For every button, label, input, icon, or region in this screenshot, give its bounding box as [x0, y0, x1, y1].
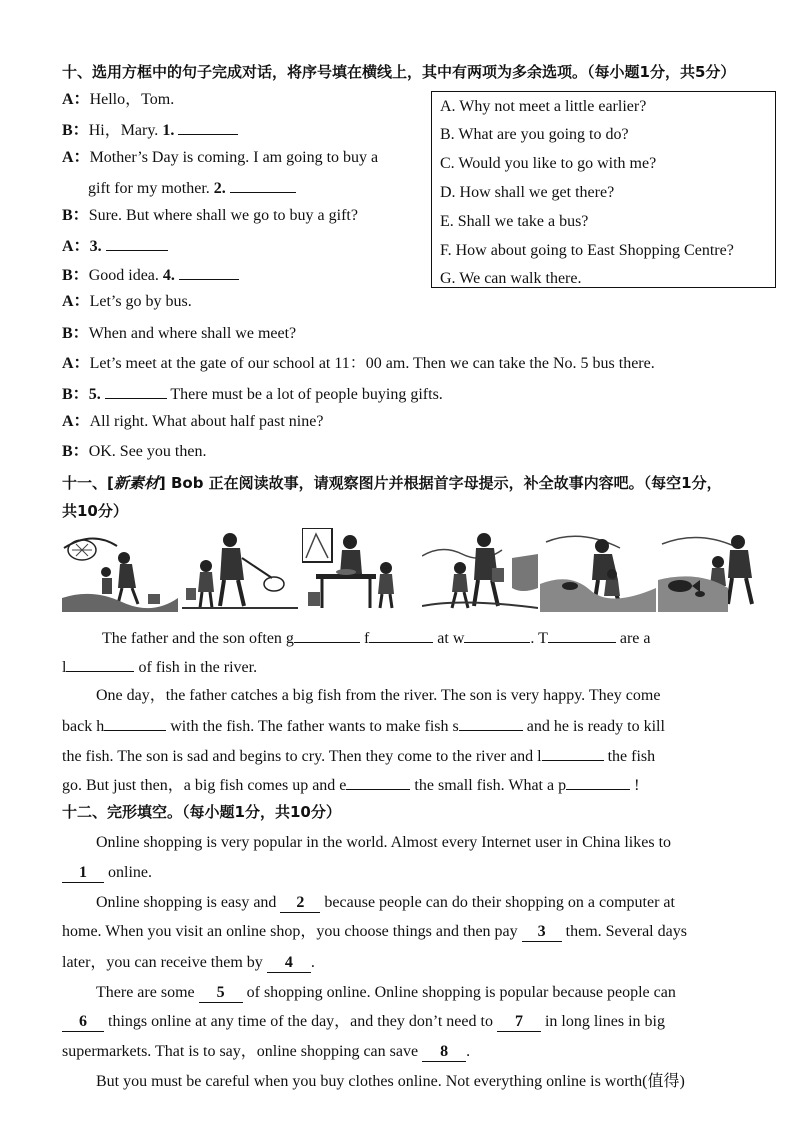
dialogue-line-12: A：All right. What about half past nine? — [62, 413, 324, 430]
story-line-5: the fish. The son is sad and begins to cry. Then they come to the river and l the fish — [62, 744, 655, 768]
option-a: A. Why not meet a little earlier? — [440, 98, 647, 115]
picture-4-going-to-river — [422, 528, 538, 612]
option-g: G. We can walk there. — [440, 270, 582, 287]
dialogue-line-9: B：When and where shall we meet? — [62, 325, 297, 342]
story-blank-g[interactable] — [294, 626, 360, 643]
story-blank-w[interactable] — [464, 626, 530, 643]
story-blank-l[interactable] — [66, 655, 134, 672]
cloze-p1-line1: Online shopping is very popular in the world. Almost every Internet user in China likes to — [96, 834, 672, 851]
answer-blank-5[interactable] — [105, 382, 167, 399]
story-blank-p[interactable] — [566, 773, 630, 790]
cloze-blank-1[interactable]: 1 — [62, 864, 104, 883]
picture-6-big-fish — [658, 528, 774, 612]
picture-2-walking-home — [182, 528, 298, 612]
story-blank-h[interactable] — [104, 714, 166, 731]
option-e: E. Shall we take a bus? — [440, 213, 589, 230]
answer-blank-3[interactable] — [106, 234, 168, 251]
story-line-3: One day，the father catches a big fish from the river. The son is very happy. They come — [96, 687, 661, 704]
dialogue-line-8: A：Let’s go by bus. — [62, 293, 192, 310]
story-blank-e[interactable] — [346, 773, 410, 790]
cloze-p1-line2: 1 online. — [62, 862, 152, 884]
cloze-blank-3[interactable]: 3 — [522, 923, 562, 942]
story-blank-t[interactable] — [548, 626, 616, 643]
picture-5-letting-fish-go — [540, 528, 656, 612]
cloze-blank-2[interactable]: 2 — [280, 894, 320, 913]
cloze-p2-line3: later，you can receive them by 4 . — [62, 954, 315, 971]
cloze-blank-5[interactable]: 5 — [199, 984, 243, 1003]
dialogue-line-1: A：Hello，Tom. — [62, 91, 175, 108]
cloze-p3-line1: There are some 5 of shopping online. Online shopping is popular because people can — [96, 984, 676, 1001]
dialogue-line-7: B：Good idea. 4. — [62, 263, 239, 287]
answer-blank-1[interactable] — [178, 118, 238, 135]
option-f: F. How about going to East Shopping Centre? — [440, 242, 734, 259]
section-12-heading: 十二、完形填空。（每小题1分，共10分） — [62, 803, 341, 821]
story-blank-l2[interactable] — [542, 744, 604, 761]
story-blank-s[interactable] — [459, 714, 523, 731]
story-line-2: l of fish in the river. — [62, 655, 257, 679]
story-line-1: The father and the son often g f at w . T are a — [102, 626, 782, 650]
new-material-tag: 新素材 — [113, 474, 159, 492]
dialogue-line-2: B：Hi，Mary. 1. — [62, 118, 238, 142]
picture-3-kitchen — [302, 528, 418, 612]
answer-blank-2[interactable] — [230, 176, 296, 193]
option-d: D. How shall we get there? — [440, 184, 615, 201]
dialogue-line-6: A：3. — [62, 234, 168, 258]
section-11-heading: 十一、[新素材] Bob 正在阅读故事，请观察图片并根据首字母提示，补全故事内容吧。（每空1分， — [62, 474, 722, 492]
cloze-blank-6[interactable]: 6 — [62, 1013, 104, 1032]
option-b: B. What are you going to do? — [440, 126, 629, 143]
cloze-p2-line2: home. When you visit an online shop，you choose things and then pay 3 them. Several days — [62, 923, 687, 940]
cloze-blank-7[interactable]: 7 — [497, 1013, 541, 1032]
story-line-4: back h with the fish. The father wants to make fish s and he is ready to kill — [62, 714, 665, 738]
cloze-blank-8[interactable]: 8 — [422, 1043, 466, 1062]
cloze-blank-4[interactable]: 4 — [267, 954, 311, 973]
section-10-heading: 十、选用方框中的句子完成对话，将序号填在横线上，其中有两项为多余选项。（每小题1分，共5分） — [62, 63, 736, 81]
options-box — [431, 91, 776, 288]
option-c: C. Would you like to go with me? — [440, 155, 657, 172]
dialogue-line-13: B：OK. See you then. — [62, 443, 207, 460]
story-blank-f[interactable] — [369, 626, 433, 643]
cloze-p4-line1: But you must be careful when you buy clothes online. Not everything online is worth(值得) — [96, 1073, 685, 1090]
cloze-p3-line2: 6 things online at any time of the day，and they don’t need to 7 in long lines in big — [62, 1011, 665, 1033]
story-pictures — [62, 528, 782, 614]
cloze-p3-line3: supermarkets. That is to say，online shopping can save 8 . — [62, 1043, 471, 1060]
dialogue-line-4: gift for my mother. 2. — [88, 176, 296, 200]
story-line-6: go. But just then，a big fish comes up and e the small fish. What a p ! — [62, 773, 639, 797]
cloze-p2-line1: Online shopping is easy and 2 because people can do their shopping on a computer at — [96, 894, 675, 911]
dialogue-line-10: A：Let’s meet at the gate of our school at 11：00 am. Then we can take the No. 5 bus there. — [62, 355, 655, 372]
dialogue-line-3: A：Mother’s Day is coming. I am going to buy a — [62, 149, 379, 166]
dialogue-line-5: B：Sure. But where shall we go to buy a gift? — [62, 207, 358, 224]
picture-1-fishing-net — [62, 528, 178, 612]
answer-blank-4[interactable] — [179, 263, 239, 280]
section-11-heading-line2: 共10分） — [62, 502, 128, 520]
dialogue-line-11: B：5. There must be a lot of people buying gifts. — [62, 382, 443, 406]
